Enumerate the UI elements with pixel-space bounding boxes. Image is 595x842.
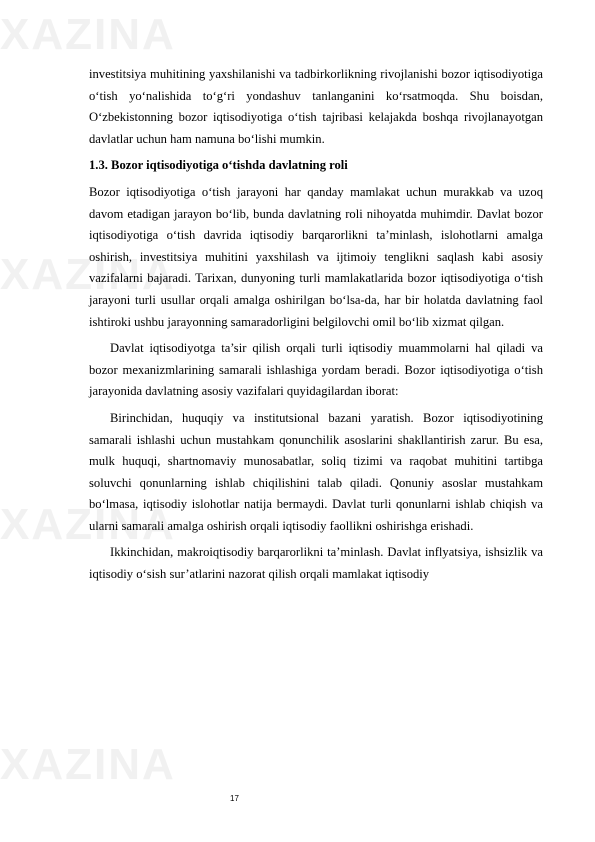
page-number: 17 <box>230 794 239 803</box>
paragraph-first-task: Birinchidan, huquqiy va institutsional bazani yaratish. Bozor iqtisodiyotining samarali ishlashi uchun mustahkam qonunchilik asoslarini shakllantirish zarur. Bu esa, mulk huquqi, shartnomaviy munosabatlar, soliq tizimi va raqobat muhitini tartibga soluvchi qonunlarning ishlab chiqilishini talab qiladi. Qonuniy asoslar mustahkam bo‘lmasa, iqtisodiy islohotlar natija bermaydi. Davlat turli qonunlarni ishlab chiqish va ularni samarali amalga oshirish orqali iqtisodiy faollikni oshirishga erishadi. <box>89 410 543 533</box>
watermark: XAZINA <box>0 250 176 299</box>
watermark: XAZINA <box>0 500 176 549</box>
watermark: XAZINA <box>0 740 176 789</box>
section-heading: 1.3. Bozor iqtisodiyotiga o‘tishda davlatning roli <box>89 158 348 173</box>
paragraph-second-task: Ikkinchidan, makroiqtisodiy barqarorlikni ta’minlash. Davlat inflyatsiya, ishsizlik va iqtisodiy o‘sish sur’atlarini nazorat qilish orqali mamlakat iqtisodiy <box>89 545 543 582</box>
page-body <box>89 64 543 586</box>
watermark: XAZINA <box>0 10 176 59</box>
paragraph-state-tasks: Davlat iqtisodiyotga ta’sir qilish orqali turli iqtisodiy muammolarni hal qiladi va bozor mexanizmlarining samarali ishlashiga yordam beradi. Bozor iqtisodiyotiga o‘tish jarayonida davlatning asosiy vazifalari quyidagilardan iborat: <box>89 341 543 399</box>
paragraph-state-role: Bozor iqtisodiyotiga o‘tish jarayoni har qanday mamlakat uchun murakkab va uzoq davom etadigan jarayon bo‘lib, bunda davlatning roli nihoyatda muhimdir. Davlat bozor iqtisodiyotiga o‘tish davrida iqtisodiy barqarorlikni ta’minlash, islohotlarni amalga oshirish, investitsiya muhitini yaxshilash va ijtimoiy tenglikni saqlash kabi asosiy vazifalarni bajaradi. Tarixan, dunyoning turli mamlakatlarida bozor iqtisodiyotiga o‘tish jarayoni turli usullar orqali amalga oshirilgan bo‘lsa-da, har bir holatda davlatning faol ishtiroki ushbu jarayonning samaradorligini belgilovchi omil bo‘lib xizmat qilgan. <box>89 184 543 329</box>
paragraph-intro-continuation: investitsiya muhitining yaxshilanishi va tadbirkorlikning rivojlanishi bozor iqtisodiyotiga o‘tish yo‘nalishida to‘g‘ri yondashuv tanlanganini ko‘rsatmoqda. Shu boisdan, O‘zbekistonning bozor iqtisodiyotiga o‘tish tajribasi kelajakda boshqa rivojlanayotgan davlatlar uchun ham namuna bo‘lishi mumkin. <box>89 67 543 146</box>
